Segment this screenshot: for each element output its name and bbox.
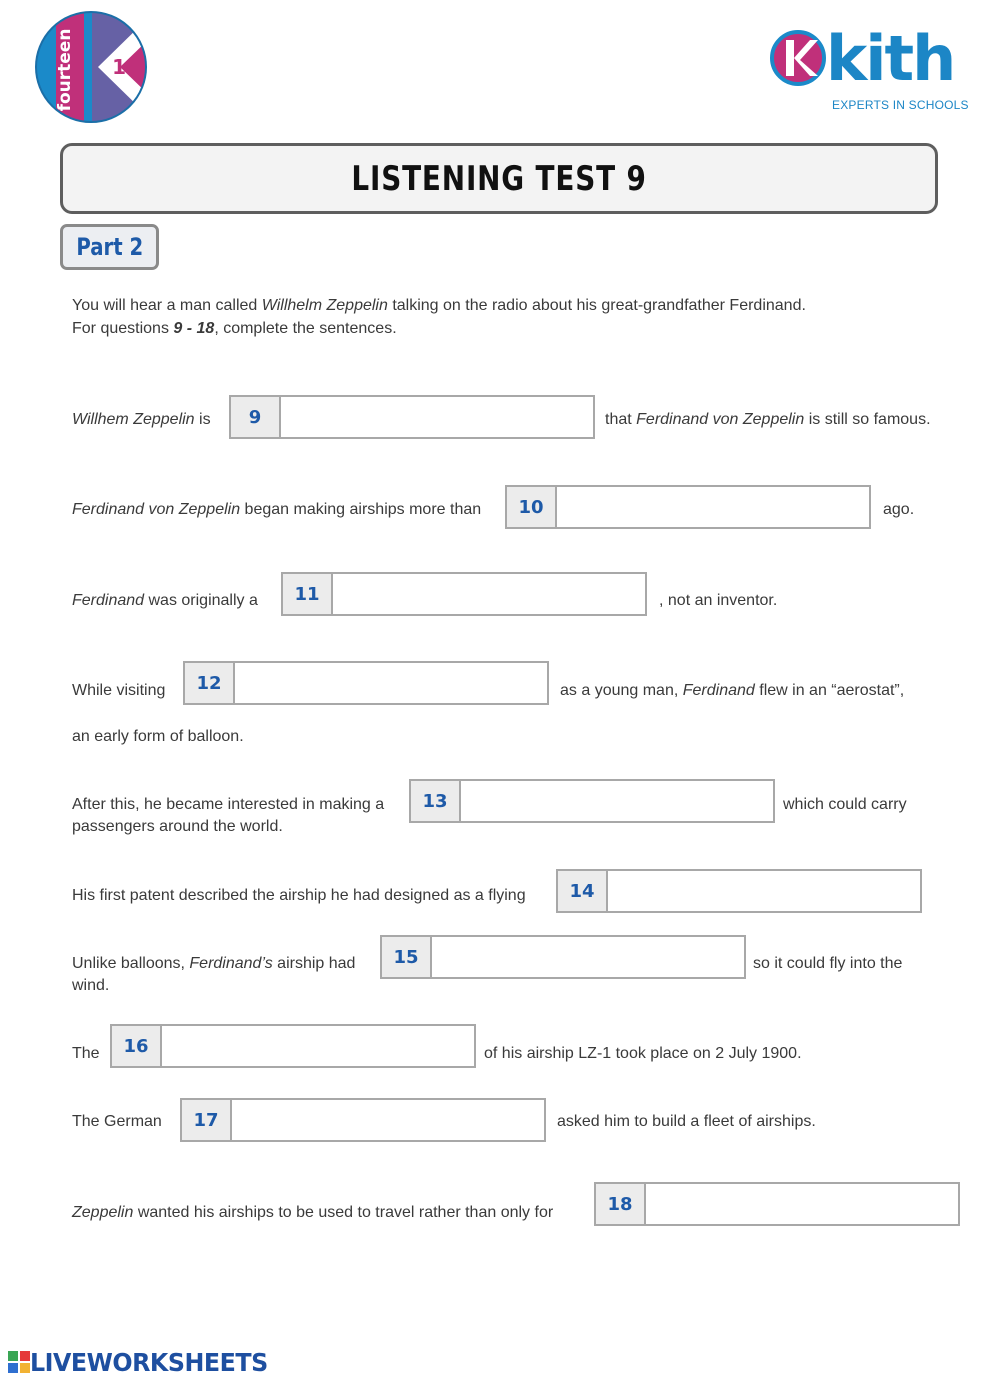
q16-answer-input[interactable] — [162, 1026, 474, 1066]
q12-answer-box — [183, 661, 549, 705]
q18-number: 18 — [596, 1184, 646, 1224]
q18-prompt: Zeppelin wanted his airships to be used to travel rather than only for — [72, 1204, 554, 1221]
q18-answer-input[interactable] — [646, 1184, 958, 1224]
q17-continuation: asked him to build a fleet of airships. — [557, 1113, 816, 1130]
q10-number: 10 — [507, 487, 557, 527]
part-label: Part 2 — [76, 233, 143, 261]
q15-answer-input[interactable] — [432, 937, 744, 977]
intro-line-2: For questions 9 - 18, complete the sentences. — [72, 320, 397, 337]
fourteen-logo-number: 14 — [112, 55, 140, 79]
q14-answer-box — [556, 869, 922, 913]
q11-answer-box — [281, 572, 647, 616]
q9-continuation: that Ferdinand von Zeppelin is still so famous. — [605, 411, 931, 428]
q13-number: 13 — [411, 781, 461, 821]
q9-answer-box — [229, 395, 595, 439]
part-label-box — [60, 224, 159, 270]
page-title: LISTENING TEST 9 — [351, 158, 647, 199]
liveworksheets-logo — [8, 1347, 280, 1377]
q13-continuation-line-2: passengers around the world. — [72, 818, 283, 835]
fourteen-logo — [34, 10, 148, 124]
q16-prompt: The — [72, 1045, 100, 1062]
intro-line-1: You will hear a man called Willhelm Zeppelin talking on the radio about his great-grandfather Ferdinand. — [72, 297, 806, 314]
q15-continuation-line-2: wind. — [72, 977, 110, 994]
kith-name: kith — [826, 22, 955, 95]
q10-answer-input[interactable] — [557, 487, 869, 527]
q13-answer-box — [409, 779, 775, 823]
q11-prompt: Ferdinand was originally a — [72, 592, 258, 609]
q17-prompt: The German — [72, 1113, 162, 1130]
q12-continuation-line-2: an early form of balloon. — [72, 728, 244, 745]
q16-answer-box — [110, 1024, 476, 1068]
q9-prompt: Willhem Zeppelin is — [72, 411, 211, 428]
q13-answer-input[interactable] — [461, 781, 773, 821]
q13-continuation: which could carry — [783, 796, 907, 813]
q15-answer-box — [380, 935, 746, 979]
q11-number: 11 — [283, 574, 333, 614]
q9-number: 9 — [231, 397, 281, 437]
q14-number: 14 — [558, 871, 608, 911]
q15-prompt: Unlike balloons, Ferdinand’s airship had — [72, 955, 356, 972]
liveworksheets-icon — [8, 1351, 30, 1373]
title-banner — [60, 143, 938, 214]
q12-answer-input[interactable] — [235, 663, 547, 703]
q12-continuation: as a young man, Ferdinand flew in an “aerostat”, — [560, 682, 905, 699]
q10-answer-box — [505, 485, 871, 529]
kith-logo — [770, 22, 970, 118]
q16-number: 16 — [112, 1026, 162, 1066]
q14-answer-input[interactable] — [608, 871, 920, 911]
kith-tagline: EXPERTS IN SCHOOLS — [832, 98, 969, 112]
q15-number: 15 — [382, 937, 432, 977]
q11-answer-input[interactable] — [333, 574, 645, 614]
q10-continuation: ago. — [883, 501, 915, 518]
fourteen-logo-text: fourteen — [55, 28, 75, 112]
q17-answer-box — [180, 1098, 546, 1142]
q17-answer-input[interactable] — [232, 1100, 544, 1140]
q18-answer-box — [594, 1182, 960, 1226]
q13-prompt: After this, he became interested in making a — [72, 796, 385, 813]
q12-number: 12 — [185, 663, 235, 703]
q14-prompt: His first patent described the airship he had designed as a flying — [72, 887, 526, 904]
q12-prompt: While visiting — [72, 682, 166, 699]
q10-prompt: Ferdinand von Zeppelin began making airships more than — [72, 501, 482, 518]
q16-continuation: of his airship LZ-1 took place on 2 July 1900. — [484, 1045, 802, 1062]
kith-k-icon — [770, 30, 826, 86]
q9-answer-input[interactable] — [281, 397, 593, 437]
q15-continuation: so it could fly into the — [753, 955, 903, 972]
q17-number: 17 — [182, 1100, 232, 1140]
liveworksheets-text: LIVEWORKSHEETS — [30, 1347, 268, 1377]
q11-continuation: , not an inventor. — [659, 592, 778, 609]
